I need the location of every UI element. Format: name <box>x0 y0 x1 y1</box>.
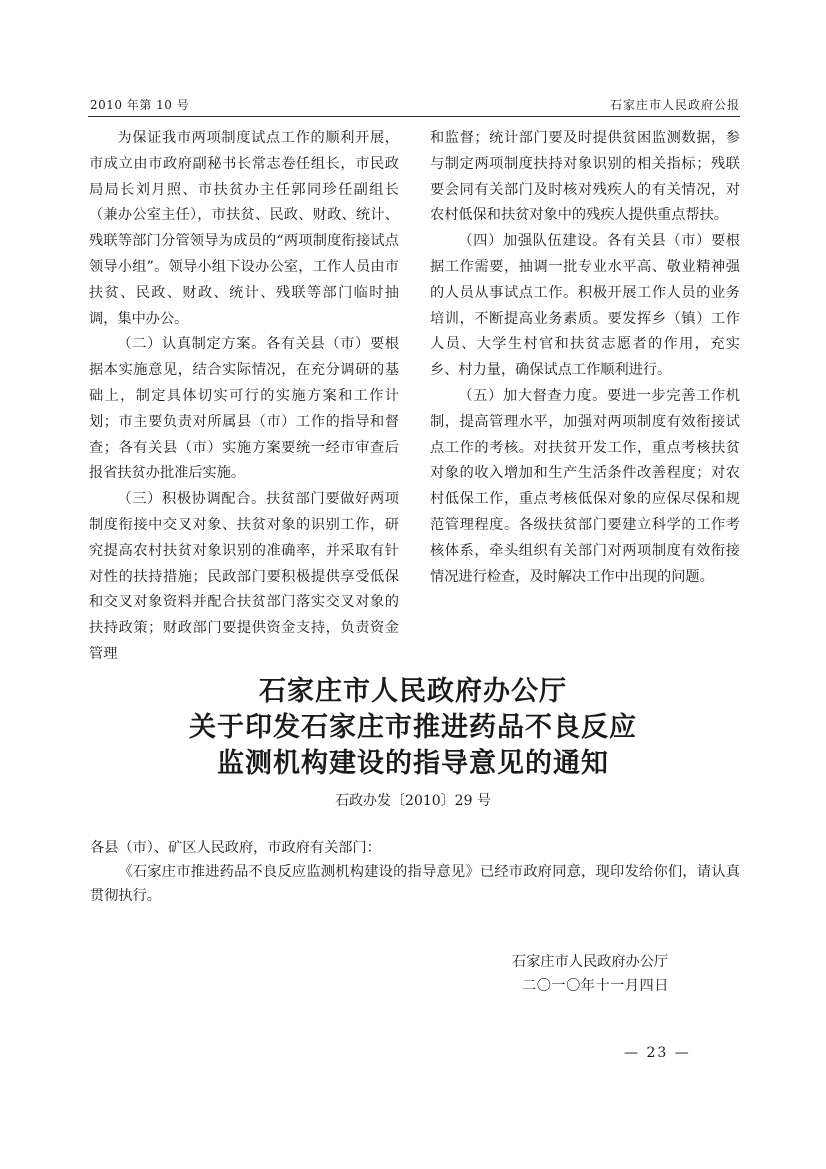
issuing-office: 石家庄市人民政府办公厅 <box>512 954 669 970</box>
page-number: — 23 — <box>624 1045 691 1061</box>
title-line: 关于印发石家庄市推进药品不良反应 <box>189 712 637 743</box>
paragraph: 和监督；统计部门要及时提供贫困监测数据，参与制定两项制度扶持对象识别的相关指标；残联要会同有关部门及时核对残疾人的有关情况，对农村低保和扶贫对象中的残疾人提供重点帮扶。 <box>430 130 740 224</box>
notice-title <box>0 674 826 782</box>
notice-body <box>90 836 740 908</box>
title-line: 监测机构建设的指导意见的通知 <box>217 748 609 779</box>
document-number: 石政办发〔2010〕29 号 <box>335 793 491 809</box>
issue-label: 2010 年第 10 号 <box>90 98 190 112</box>
addressee: 各县（市）、矿区人民政府，市政府有关部门： <box>90 840 381 856</box>
running-header <box>88 94 740 117</box>
notice-paragraph: 《石家庄市推进药品不良反应监测机构建设的指导意见》已经市政府同意，现印发给你们，请认真贯彻执行。 <box>90 864 740 904</box>
left-column <box>89 126 399 668</box>
paragraph: （三）积极协调配合。扶贫部门要做好两项制度衔接中交叉对象、扶贫对象的识别工作，研究提高农村扶贫对象识别的准确率，并采取有针对性的扶持措施；民政部门要积极提供享受低保和交叉对象资料并配合扶贫部门落实交叉对象的扶持政策；财政部门要提供资金支持，负责资金管理 <box>89 491 399 662</box>
journal-name: 石家庄市人民政府公报 <box>609 98 740 112</box>
title-line: 石家庄市人民政府办公厅 <box>259 676 567 707</box>
paragraph: （五）加大督查力度。要进一步完善工作机制，提高管理水平，加强对两项制度有效衔接试点工作的考核。对扶贫开发工作，重点考核扶贫对象的收入增加和生产生活条件改善程度；对农村低保工作，重点考核低保对象的应保尽保和规范管理程度。各级扶贫部门要建立科学的工作考核体系，牵头组织有关部门对两项制度有效衔接情况进行检查，及时解决工作中出现的问题。 <box>430 387 740 585</box>
paragraph: 为保证我市两项制度试点工作的顺利开展，市成立由市政府副秘书长常志卷任组长，市民政局局长刘月照、市扶贫办主任郭同珍任副组长（兼办公室主任），市扶贫、民政、财政、统计、残联等部门分管领导为成员的“两项制度衔接试点领导小组”。领导小组下设办公室，工作人员由市扶贫、民政、财政、统计、残联等部门临时抽调，集中办公。 <box>89 130 399 327</box>
issue-date: 二〇一〇年十一月四日 <box>522 978 669 994</box>
signature-block <box>512 950 669 998</box>
paragraph: （二）认真制定方案。各有关县（市）要根据本实施意见，结合实际情况，在充分调研的基础上，制定具体切实可行的实施方案和工作计划；市主要负责对所属县（市）工作的指导和督查；各有关县（市）实施方案要统一经市审查后报省扶贫办批准后实施。 <box>89 336 399 482</box>
right-column <box>430 126 740 590</box>
paragraph: （四）加强队伍建设。各有关县（市）要根据工作需要，抽调一批专业水平高、敬业精神强的人员从事试点工作。积极开展工作人员的业务培训，不断提高业务素质。要发挥乡（镇）工作人员、大学生村官和扶贫志愿者的作用，充实乡、村力量，确保试点工作顺利进行。 <box>430 233 740 379</box>
